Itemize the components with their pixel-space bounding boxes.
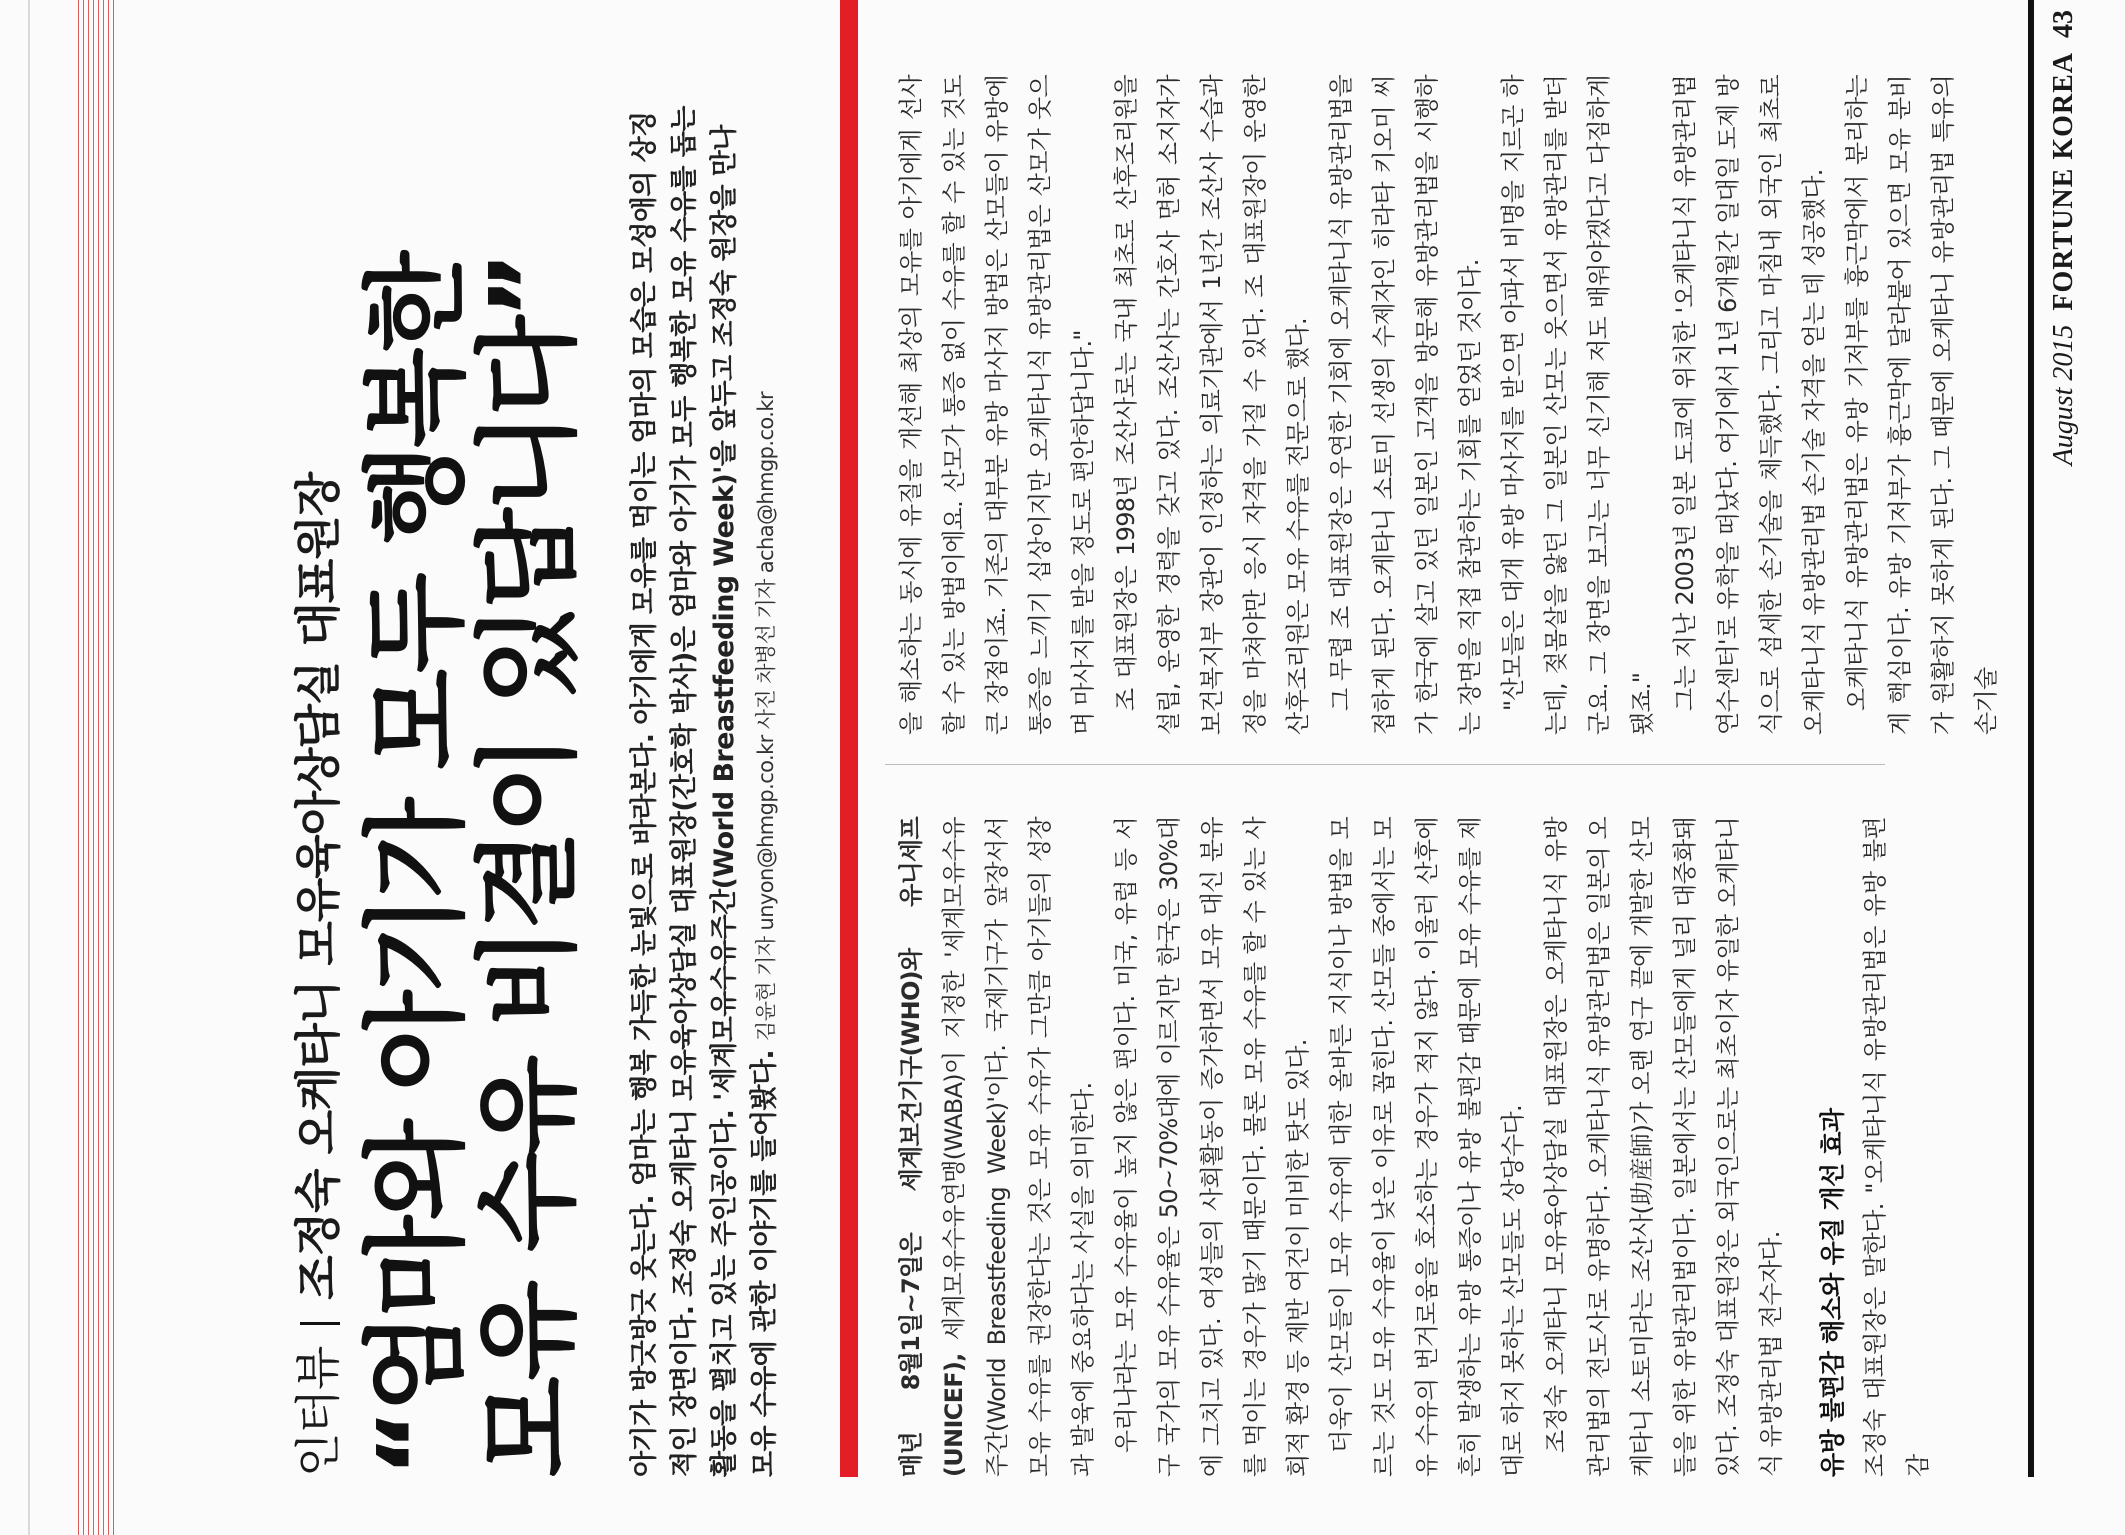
lede-text: 아기가 방긋방긋 웃는다. 엄마는 행복 가득한 눈빛으로 바라본다. 아기에게 모유를 먹이는 엄마의 모습은 모성애의 상징적인 장면이다. 조정숙 오케타니 모유육아상담실 대표원장(간호학 박사)은 엄마와 아기가 모두 행복한 모유 수유를 돕는 활동을 펼치고 있는 주인공이다. '세계모유수유주간(World Breastfeeding Week)'을 앞두고 조정숙 원장을 만나 모유 수유에 관한 이야기를 들어봤다. — [629, 106, 780, 1477]
body-paragraph: 그는 지난 2003년 일본 도쿄에 위치한 '오케타니식 유방관리법 연수센터'로 유학을 떠났다. 여기에서 1년 6개월간 일대일 도제 방식으로 섬세한 손기술을 체득했다. 그리고 마침내 외국인 최초로 오케타니식 유방관리법 손기술 자격을 얻는 데 성공했다. — [1671, 75, 1828, 735]
body-paragraph: 조 대표원장은 1998년 조산사로는 국내 최초로 산후조리원을 설립, 운영한 경력을 갖고 있다. 조산사는 간호사 면허 소지자가 보건복지부 장관이 인정하는 의료기관에서 1년간 조산사 수습과정을 마쳐야만 응시 자격을 가질 수 있다. 조 대표원장이 운영한 산후조리원은 모유 수유를 전문으로 했다. — [1112, 75, 1312, 735]
body-paragraph: "산모들은 대개 유방 마사지를 받으면 아파서 비명을 지르곤 하는데, 젖몸살을 앓던 그 일본인 산모는 웃으면서 유방관리를 받더군요. 그 장면을 보고는 너무 신기해 저도 배워야겠다고 다짐하게 됐죠." — [1499, 75, 1656, 735]
lede-paragraph — [625, 97, 786, 1477]
body-paragraph: 오케타니식 유방관리법은 유방 기저부를 흉근막에서 분리하는 게 핵심이다. 유방 기저부가 흉근막에 달라붙어 있으면 모유 분비가 원활하지 못하게 된다. 그 때문에 오케타니 유방관리법 특유의 손기술 — [1843, 75, 2000, 735]
column-divider — [885, 764, 1885, 765]
page-number: 43 — [2048, 10, 2079, 38]
body-paragraph: 을 해소하는 동시에 유질을 개선해 최상의 모유를 아기에게 선사할 수 있는 방법이에요. 산모가 통증 없이 수유를 할 수 있는 것도 큰 장점이죠. 기존의 대부분 유방 마사지 방법은 산모들이 유방에 통증을 느끼기 십상이지만 오케타니식 유방관리법은 산모가 웃으며 마사지를 받을 정도로 편안하답니다." — [897, 75, 1097, 735]
magazine-name: FORTUNE KOREA — [2048, 52, 2079, 311]
body-paragraph: 그 무렵 조 대표원장은 우연한 기회에 오케타니식 유방관리법을 접하게 된다. 오케타니 소토미 선생의 수제자인 히라타 키오미 씨가 한국에 살고 있던 일본인 고객을 방문해 유방관리법을 시행하는 장면을 직접 참관하는 기회를 얻었던 것이다. — [1327, 75, 1484, 735]
issue-date: August 2015 — [2048, 324, 2079, 466]
body-column-1 — [890, 817, 1940, 1477]
body-paragraph: 조정숙 오케타니 모유육아상담실 대표원장은 오케타니식 유방관리법의 전도사로 유명하다. 오케타니식 유방관리법은 일본의 오케타니 소토미라는 조산사(助産師)가 오랜 연구 끝에 개발한 산모들을 위한 유방관리법이다. 일본에서는 산모들에게 널리 대중화돼 있다. 조정숙 대표원장은 외국인으로는 최초이자 유일한 오케타니식 유방관리법 전수자다. — [1542, 817, 1785, 1477]
body-paragraph: 우리나라는 모유 수유율이 높지 않은 편이다. 미국, 유럽 등 서구 국가의 모유 수유율은 50~70%대에 이르지만 한국은 30%대에 그치고 있다. 여성들의 사회활동이 증가하면서 모유 대신 분유를 먹이는 경우가 많기 때문이다. 물론 모유 수유를 할 수 있는 사회적 환경 등 제반 여건이 미비한 탓도 있다. — [1112, 817, 1312, 1477]
lead-bold: 매년 8월1일~7일은 세계보건기구(WHO)와 유니세프(UNICEF), — [897, 817, 968, 1477]
body-paragraph — [890, 817, 1105, 1477]
byline-credit: 김윤현 기자 unyon@hmgp.co.kr 사진 차병선 기자 acha@hmgp.co.kr — [754, 392, 778, 1042]
body-paragraph: 조정숙 대표원장은 말한다. "오케타니식 유방관리법은 유방 불편감 — [1861, 817, 1932, 1477]
page-folio — [2048, 10, 2080, 465]
headline-line-2: 모유 수유 비결이 있답니다” — [467, 254, 589, 1477]
kicker-subject: 조정숙 오케타니 모유육아상담실 대표원장 — [291, 472, 345, 1300]
page-edge-line — [28, 0, 30, 1535]
subheading: 유방 불편감 해소와 유질 개선 효과 — [1818, 1108, 1847, 1477]
red-divider-bar — [840, 0, 858, 1477]
body-column-2 — [890, 75, 2008, 735]
body-paragraph: 더욱이 산모들이 모유 수유에 대한 올바른 지식이나 방법을 모르는 것도 모유 수유율이 낮은 이유로 꼽힌다. 산모들 중에서는 모유 수유의 번거로움을 호소하는 경우가 적지 않다. 이울러 산후에 흔히 발생하는 유방 통증이나 유방 불편감 때문에 모유 수유를 제대로 하지 못하는 산모들도 상당수다. — [1327, 817, 1527, 1477]
headline — [355, 254, 589, 1477]
footer-rule — [2028, 0, 2034, 1477]
section-kicker — [282, 473, 348, 1477]
kicker-separator — [300, 1322, 340, 1325]
headline-line-1: “엄마와 아기가 모두 행복한 — [355, 254, 477, 1477]
kicker-label: 인터뷰 — [291, 1346, 345, 1477]
decorative-red-rules — [78, 0, 122, 1535]
body-text: 세계모유수유연맹(WABA)이 지정한 '세계모유수유주간(World Breastfeeding Week)'이다. 국제기구가 앞장서서 모유 수유를 권장한다는 것은 모유 수유가 그만큼 아기들의 성장과 발육에 중요하다는 사실을 의미한다. — [940, 817, 1097, 1477]
